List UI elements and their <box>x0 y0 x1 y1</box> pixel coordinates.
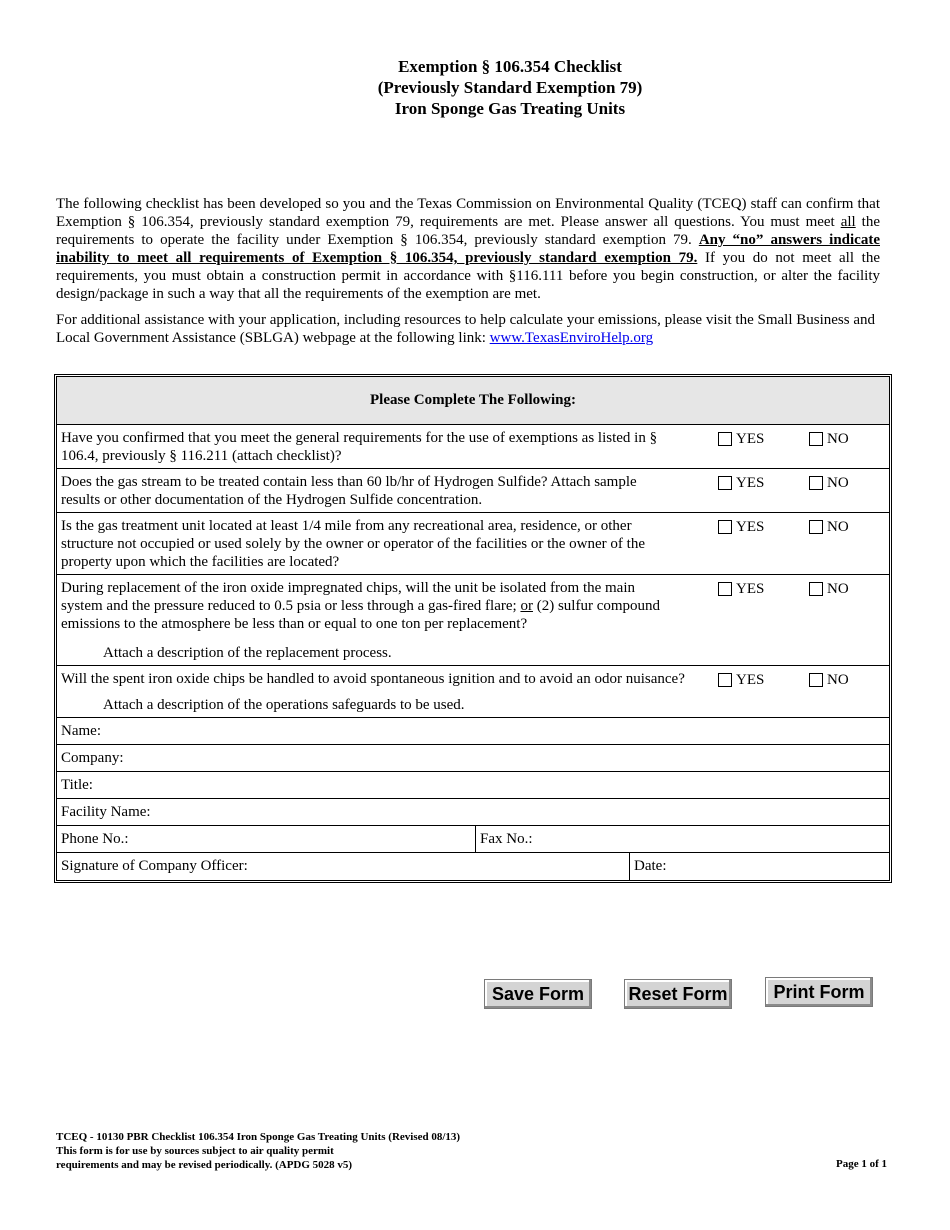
q4-text-a: During replacement of the iron oxide impregnated chips, will the unit be isolated from the main system and the pressure reduced to 0.5 psia or less through a gas-fired flare; <box>61 580 636 614</box>
fax-field[interactable] <box>476 826 889 852</box>
document-title <box>0 56 950 119</box>
q1-no-checkbox[interactable] <box>809 430 849 448</box>
signature-field[interactable] <box>57 853 630 880</box>
checkbox-icon <box>718 520 732 534</box>
yes-label: YES <box>736 519 765 535</box>
question-1 <box>57 425 889 469</box>
question-5-note: Attach a description of the operations safeguards to be used. <box>103 697 465 713</box>
question-3 <box>57 513 889 575</box>
question-2 <box>57 469 889 513</box>
name-field[interactable] <box>57 718 889 745</box>
title-line-1: Exemption § 106.354 Checklist <box>398 57 622 76</box>
phone-fax-row <box>57 826 889 853</box>
intro-emphasis-all: all <box>840 214 856 230</box>
fax-label: Fax No.: <box>480 830 533 847</box>
date-label: Date: <box>634 858 667 874</box>
intro-paragraph <box>56 195 880 303</box>
no-label: NO <box>827 581 849 597</box>
intro-text: the requirements to operate the facility under Exemption § 106.354, previously standard exemption 79. <box>56 214 880 248</box>
checkbox-icon <box>718 476 732 490</box>
save-form-button[interactable]: Save Form <box>484 979 592 1009</box>
yes-label: YES <box>736 431 765 447</box>
q5-no-checkbox[interactable] <box>809 671 849 689</box>
intro-text: If you do not meet all the requirements, you must obtain a construction permit in accordance with §116.111 before you begin construction, or alter the facility design/package in such a way that all the requirements of the exemption are met. <box>56 250 880 302</box>
q2-yes-checkbox[interactable] <box>718 474 764 492</box>
footer-line-3: requirements and may be revised periodically. (APDG 5028 v5) <box>56 1159 353 1171</box>
question-4 <box>57 575 889 666</box>
checkbox-icon <box>718 582 732 596</box>
print-form-button[interactable]: Print Form <box>765 977 873 1007</box>
yes-label: YES <box>736 475 765 491</box>
q3-yes-checkbox[interactable] <box>718 518 764 536</box>
footer <box>56 1130 460 1172</box>
checkbox-icon <box>718 673 732 687</box>
question-2-text: Does the gas stream to be treated contain less than 60 lb/hr of Hydrogen Sulfide? Attach sample results or other documentation of the Hydrogen Sulfide concentration. <box>61 474 637 508</box>
q4-yes-checkbox[interactable] <box>718 580 764 598</box>
signature-date-row <box>57 853 889 880</box>
q2-no-checkbox[interactable] <box>809 474 849 492</box>
yes-label: YES <box>736 581 765 597</box>
q4-or: or <box>520 598 533 614</box>
company-label: Company: <box>61 749 124 766</box>
sblga-link[interactable]: www.TexasEnviroHelp.org <box>489 330 654 346</box>
checklist-form <box>54 374 892 883</box>
no-label: NO <box>827 475 849 491</box>
assistance-text: For additional assistance with your application, including resources to help calculate your emissions, please visit the Small Business and Local Government Assistance (SBLGA) webpage at the following link: <box>56 312 876 346</box>
title-label: Title: <box>61 776 93 793</box>
reset-form-button[interactable]: Reset Form <box>624 979 732 1009</box>
yes-label: YES <box>736 672 765 688</box>
facility-name-field[interactable] <box>57 799 889 826</box>
checkbox-icon <box>718 432 732 446</box>
question-3-text: Is the gas treatment unit located at least 1/4 mile from any recreational area, residence, or other structure not occupied or used solely by the owner or operator of the facilities or the owner of the property upon which the facilities are located? <box>61 518 645 570</box>
footer-line-2: This form is for use by sources subject to air quality permit <box>56 1145 334 1157</box>
footer-line-1: TCEQ - 10130 PBR Checklist 106.354 Iron Sponge Gas Treating Units (Revised 08/13) <box>56 1131 461 1143</box>
title-field[interactable] <box>57 772 889 799</box>
checkbox-icon <box>809 432 823 446</box>
q5-yes-checkbox[interactable] <box>718 671 764 689</box>
no-label: NO <box>827 431 849 447</box>
q4-no-checkbox[interactable] <box>809 580 849 598</box>
no-label: NO <box>827 672 849 688</box>
form-header: Please Complete The Following: <box>57 377 889 425</box>
q4-text-b: (2) sulfur compound emissions to the atmosphere be less than or equal to one ton per replacement? <box>61 598 661 632</box>
question-5 <box>57 666 889 718</box>
title-line-2: (Previously Standard Exemption 79) <box>377 78 643 97</box>
page-number: Page 1 of 1 <box>835 1158 887 1170</box>
intro-text: The following checklist has been developed so you and the Texas Commission on Environmental Quality (TCEQ) staff can confirm that Exemption § 106.354, previously standard exemption 79, requirements are met. Please answer all questions. You must meet <box>56 196 880 230</box>
signature-label: Signature of Company Officer: <box>61 858 248 874</box>
company-field[interactable] <box>57 745 889 772</box>
question-5-text: Will the spent iron oxide chips be handled to avoid spontaneous ignition and to avoid an odor nuisance? <box>61 671 685 687</box>
q1-yes-checkbox[interactable] <box>718 430 764 448</box>
question-4-text <box>61 579 669 633</box>
phone-label: Phone No.: <box>61 830 129 847</box>
question-1-text: Have you confirmed that you meet the general requirements for the use of exemptions as listed in § 106.4, previously § 116.211 (attach checklist)? <box>61 430 658 464</box>
assistance-paragraph <box>56 311 880 347</box>
checkbox-icon <box>809 520 823 534</box>
no-label: NO <box>827 519 849 535</box>
title-line-3: Iron Sponge Gas Treating Units <box>394 99 626 118</box>
date-field[interactable] <box>630 853 889 880</box>
q3-no-checkbox[interactable] <box>809 518 849 536</box>
name-label: Name: <box>61 722 101 739</box>
checkbox-icon <box>809 673 823 687</box>
checkbox-icon <box>809 476 823 490</box>
checkbox-icon <box>809 582 823 596</box>
phone-field[interactable] <box>57 826 476 852</box>
question-4-note: Attach a description of the replacement process. <box>103 645 392 661</box>
facility-name-label: Facility Name: <box>61 803 151 820</box>
intro-warning: Any “no” answers indicate inability to meet all requirements of Exemption § 106.354, previously standard exemption 79. <box>56 232 880 266</box>
